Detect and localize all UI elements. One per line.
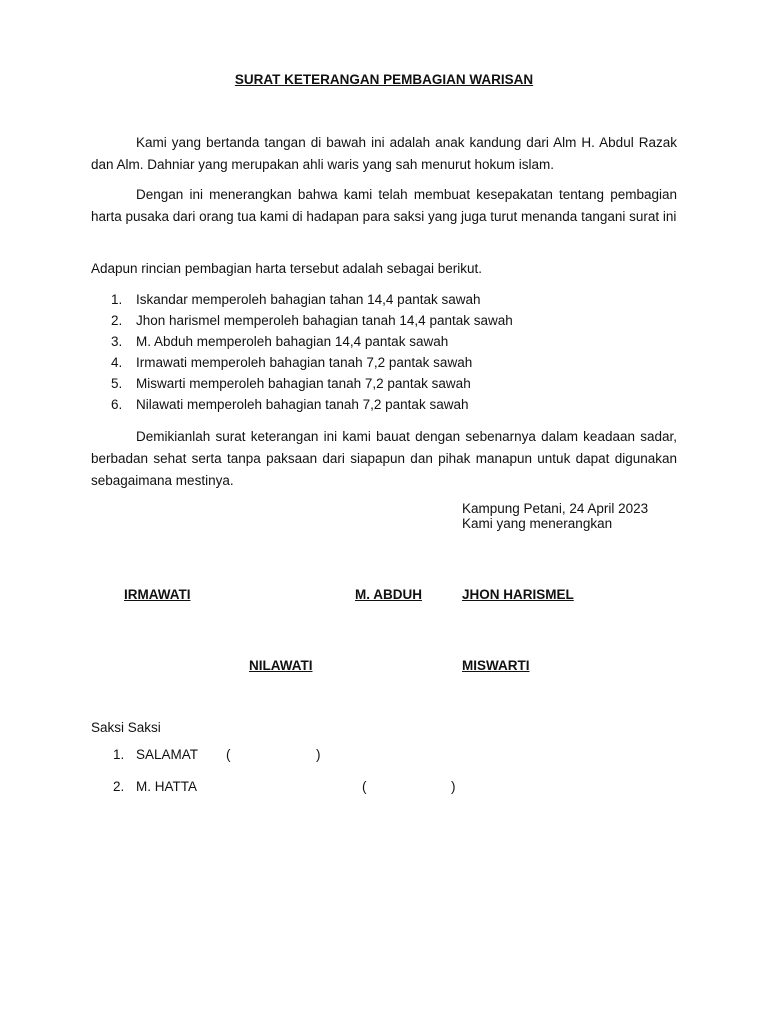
list-item-text: Irmawati memperoleh bahagian tanah 7,2 pantak sawah (136, 355, 473, 370)
signatory-jhon: JHON HARISMEL (462, 587, 574, 602)
place-date: Kampung Petani, 24 April 2023 (462, 501, 649, 516)
statement-paragraph: Dengan ini menerangkan bahwa kami telah membuat kesepakatan tentang pembagian harta pusaka dari orang tua kami di hadapan para saksi yang juga turut menanda tangani surat ini (91, 187, 677, 224)
list-item-text: Iskandar memperoleh bahagian tahan 14,4 pantak sawah (136, 292, 481, 307)
closing-paragraph: Demikianlah surat keterangan ini kami bauat dengan sebenarnya dalam keadaan sadar, berbadan sehat serta tanpa paksaan dari siapapun dan pihak manapun untuk dapat digunakan sebagaimana mestinya. (91, 429, 677, 488)
list-item-text: M. Abduh memperoleh bahagian 14,4 pantak sawah (136, 334, 449, 349)
document-title: SURAT KETERANGAN PEMBAGIAN WARISAN (234, 72, 534, 87)
list-item-number: 4. (111, 355, 123, 370)
list-item-number: 6. (111, 397, 123, 412)
details-intro-paragraph: Adapun rincian pembagian harta tersebut adalah sebagai berikut. (91, 261, 483, 276)
list-item-text: Jhon harismel memperoleh bahagian tanah 14,4 pantak sawah (136, 313, 513, 328)
list-item (111, 373, 513, 394)
signatory-irmawati: IRMAWATI (124, 587, 191, 602)
witnesses-heading: Saksi Saksi (91, 720, 161, 735)
distribution-list (111, 289, 513, 415)
list-item (111, 289, 513, 310)
signature-paren-open: ( (226, 747, 231, 762)
signature-paren-close: ) (316, 747, 321, 762)
intro-paragraph: Kami yang bertanda tangan di bawah ini adalah anak kandung dari Alm H. Abdul Razak dan Alm. Dahniar yang merupakan ahli waris yang sah menurut hokum islam. (91, 135, 677, 172)
witness-number: 1. (113, 747, 125, 762)
list-item (111, 394, 513, 415)
signature-paren-open: ( (362, 779, 367, 794)
witness-name: M. HATTA (136, 779, 197, 794)
list-item-number: 1. (111, 292, 123, 307)
list-item (111, 331, 513, 352)
list-item-number: 5. (111, 376, 123, 391)
list-item-text: Nilawati memperoleh bahagian tanah 7,2 pantak sawah (136, 397, 469, 412)
signatory-miswarti: MISWARTI (462, 658, 530, 673)
witness-name: SALAMAT (136, 747, 199, 762)
list-item-text: Miswarti memperoleh bahagian tanah 7,2 pantak sawah (136, 376, 471, 391)
signatory-abduh: M. ABDUH (355, 587, 422, 602)
list-item (111, 352, 513, 373)
list-item-number: 2. (111, 313, 123, 328)
list-item-number: 3. (111, 334, 123, 349)
declarants-label: Kami yang menerangkan (462, 516, 613, 531)
witness-number: 2. (113, 779, 125, 794)
list-item (111, 310, 513, 331)
signatory-nilawati: NILAWATI (249, 658, 313, 673)
signature-paren-close: ) (451, 779, 456, 794)
